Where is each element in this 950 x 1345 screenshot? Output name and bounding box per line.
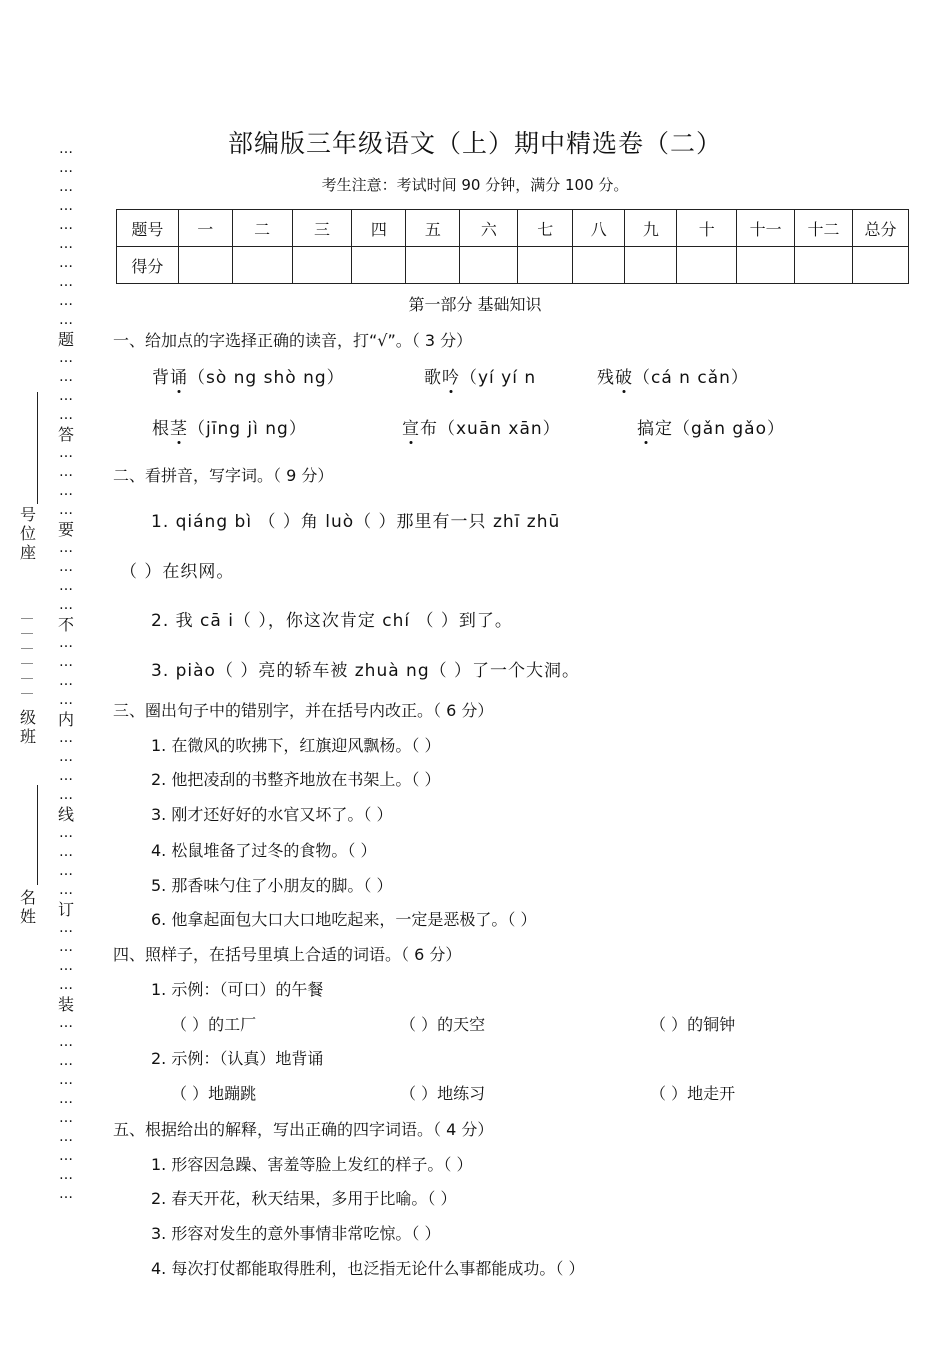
score-cell[interactable] — [232, 247, 292, 284]
score-cell[interactable] — [178, 247, 232, 284]
binding-margin-mark: 不 — [57, 615, 74, 634]
score-table-header-cell: 六 — [460, 210, 518, 247]
q4-blank: （ ）的工厂 — [171, 1015, 257, 1034]
q4-example-2: 2. 示例：（认真）地背诵 — [151, 1049, 324, 1068]
q2-line-3: 3. piào（ ）亮的轿车被 zhuà ng（ ）了一个大洞。 — [151, 661, 581, 681]
margin-line — [37, 392, 38, 504]
exam-notice: 考生注意：考试时间 90 分钟，满分 100 分。 — [321, 176, 629, 194]
binding-margin-mark: … — [59, 730, 73, 746]
score-table-header-cell: 十 — [677, 210, 737, 247]
q3-item: 6. 他拿起面包大口大口地吃起来，一定是恶极了。（ ） — [151, 910, 537, 929]
page-title: 部编版三年级语文（上）期中精选卷（二） — [227, 129, 722, 158]
binding-margin-mark: … — [59, 1110, 73, 1126]
binding-margin-mark: … — [59, 597, 73, 613]
q2-line-1: 1. qiáng bì （ ）角 luò（ ）那里有一只 zhī zhū — [151, 512, 561, 532]
q3-item: 1. 在微风的吹拂下，红旗迎风飘杨。（ ） — [151, 736, 441, 755]
binding-margin-mark: … — [59, 350, 73, 366]
binding-margin-mark: … — [59, 255, 73, 271]
binding-margin-mark: … — [59, 1034, 73, 1050]
score-table-header-cell: 八 — [573, 210, 625, 247]
q5-item: 1. 形容因急躁、害羞等脸上发红的样子。（ ） — [151, 1155, 473, 1174]
q3-heading: 三、圈出句子中的错别字，并在括号内改正。（ 6 分） — [113, 701, 494, 720]
score-table-row-label: 得分 — [117, 247, 179, 284]
q3-item: 3. 刚才还好好的水官又坏了。（ ） — [151, 805, 393, 824]
binding-margin-mark: … — [59, 939, 73, 955]
q4-blank: （ ）地蹦跳 — [171, 1084, 257, 1103]
q2-heading: 二、看拼音，写字词。（ 9 分） — [113, 466, 334, 485]
binding-margin-mark: … — [59, 787, 73, 803]
binding-margin-mark: … — [59, 882, 73, 898]
binding-margin-mark: … — [59, 825, 73, 841]
q4-blank: （ ）地走开 — [650, 1084, 736, 1103]
binding-margin-mark: 内 — [57, 710, 74, 729]
binding-margin-mark: … — [59, 1148, 73, 1164]
score-cell[interactable] — [352, 247, 406, 284]
score-cell[interactable] — [460, 247, 518, 284]
binding-margin-mark: … — [59, 1015, 73, 1031]
binding-margin-mark: … — [59, 388, 73, 404]
q1-option-3: 残破（cá n cǎn） — [597, 368, 749, 388]
class-underscores: ＿＿＿＿＿＿ — [20, 606, 33, 695]
binding-margin-mark: … — [59, 312, 73, 328]
score-table-header-cell: 五 — [406, 210, 460, 247]
binding-margin-mark: … — [59, 1186, 73, 1202]
binding-margin-mark: … — [59, 483, 73, 499]
binding-margin-mark: 线 — [57, 805, 74, 824]
part-heading: 第一部分 基础知识 — [408, 295, 542, 314]
score-cell[interactable] — [625, 247, 677, 284]
score-table-row-label: 题号 — [117, 210, 179, 247]
q1-option-2: 歌吟（yí yí n — [424, 368, 537, 388]
binding-margin-mark: … — [59, 1091, 73, 1107]
binding-margin-mark: 答 — [57, 425, 74, 444]
score-table-header-cell: 总分 — [852, 210, 908, 247]
q1-option-6: 搞定（gǎn gǎo） — [637, 419, 785, 439]
binding-margin-mark: … — [59, 958, 73, 974]
binding-margin-mark: … — [59, 369, 73, 385]
score-cell[interactable] — [406, 247, 460, 284]
score-table-header-cell: 三 — [292, 210, 352, 247]
binding-margin-mark: … — [59, 502, 73, 518]
score-table-header-cell: 十二 — [795, 210, 853, 247]
binding-margin-mark: … — [59, 160, 73, 176]
score-cell[interactable] — [573, 247, 625, 284]
score-cell[interactable] — [677, 247, 737, 284]
score-table-header-cell: 七 — [518, 210, 573, 247]
score-table-header-row — [117, 210, 909, 247]
q5-item: 4. 每次打仗都能取得胜利，也泛指无论什么事都能成功。（ ） — [151, 1259, 585, 1278]
binding-margin-mark: … — [59, 407, 73, 423]
q1-heading: 一、给加点的字选择正确的读音，打“√”。（ 3 分） — [113, 331, 473, 350]
score-cell[interactable] — [795, 247, 853, 284]
q2-line-1-cont: （ ）在织网。 — [120, 562, 235, 582]
name-label: 名姓 — [19, 888, 36, 926]
binding-margin-mark: … — [59, 635, 73, 651]
binding-margin-mark: … — [59, 673, 73, 689]
q4-example-1: 1. 示例：（可口）的午餐 — [151, 980, 324, 999]
binding-margin-mark: … — [59, 217, 73, 233]
score-table-header-cell: 四 — [352, 210, 406, 247]
binding-margin-mark: … — [59, 559, 73, 575]
seat-number-label: 号位座 — [19, 505, 36, 562]
q1-option-1: 背诵（sò ng shò ng） — [152, 368, 345, 388]
binding-margin-mark: … — [59, 464, 73, 480]
q4-blank: （ ）地练习 — [400, 1084, 486, 1103]
binding-margin-mark: … — [59, 179, 73, 195]
q3-item: 2. 他把凌刮的书整齐地放在书架上。（ ） — [151, 770, 441, 789]
binding-margin-mark: … — [59, 863, 73, 879]
score-cell[interactable] — [518, 247, 573, 284]
binding-margin-mark: 题 — [57, 330, 74, 349]
binding-margin-mark: … — [59, 1129, 73, 1145]
q3-item: 5. 那香味勺住了小朋友的脚。（ ） — [151, 876, 393, 895]
binding-margin-mark: … — [59, 540, 73, 556]
binding-margin-mark: … — [59, 920, 73, 936]
q5-item: 2. 春天开花，秋天结果，多用于比喻。（ ） — [151, 1189, 457, 1208]
class-label: 级班 — [19, 708, 36, 746]
binding-margin-mark: … — [59, 768, 73, 784]
q2-line-2: 2. 我 cā i（ ），你这次肯定 chí （ ）到了。 — [151, 611, 513, 631]
q4-blank: （ ）的天空 — [400, 1015, 486, 1034]
score-table-header-cell: 二 — [232, 210, 292, 247]
score-table-header-cell: 一 — [178, 210, 232, 247]
binding-margin-mark: … — [59, 236, 73, 252]
margin-line — [37, 785, 38, 885]
binding-margin-mark: … — [59, 692, 73, 708]
binding-margin-mark: … — [59, 141, 73, 157]
q3-item: 4. 松鼠堆备了过冬的食物。（ ） — [151, 841, 377, 860]
binding-margin-mark: 订 — [57, 900, 74, 919]
binding-margin-mark: … — [59, 293, 73, 309]
binding-margin-mark: … — [59, 1167, 73, 1183]
q1-option-4: 根茎（jīng jì ng） — [152, 419, 307, 439]
binding-margin-mark: … — [59, 844, 73, 860]
score-table-score-row — [117, 247, 909, 284]
binding-margin-mark: … — [59, 274, 73, 290]
binding-margin-mark: … — [59, 198, 73, 214]
binding-margin-mark: … — [59, 578, 73, 594]
binding-margin-mark: … — [59, 654, 73, 670]
binding-margin-mark: … — [59, 445, 73, 461]
q5-item: 3. 形容对发生的意外事情非常吃惊。（ ） — [151, 1224, 441, 1243]
q1-option-5: 宣布（xuān xān） — [402, 419, 561, 439]
binding-margin-mark: … — [59, 977, 73, 993]
binding-margin-mark: … — [59, 749, 73, 765]
binding-margin-mark: … — [59, 1053, 73, 1069]
score-table-header-cell: 十一 — [737, 210, 795, 247]
binding-margin-mark: 要 — [57, 520, 74, 539]
q4-heading: 四、照样子，在括号里填上合适的词语。（ 6 分） — [113, 945, 462, 964]
score-table — [116, 209, 909, 284]
score-cell[interactable] — [852, 247, 908, 284]
score-table-header-cell: 九 — [625, 210, 677, 247]
q5-heading: 五、根据给出的解释，写出正确的四字词语。（ 4 分） — [113, 1120, 494, 1139]
score-cell[interactable] — [292, 247, 352, 284]
binding-margin-mark: 装 — [57, 995, 74, 1014]
binding-margin-mark: … — [59, 1072, 73, 1088]
score-cell[interactable] — [737, 247, 795, 284]
q4-blank: （ ）的铜钟 — [650, 1015, 736, 1034]
